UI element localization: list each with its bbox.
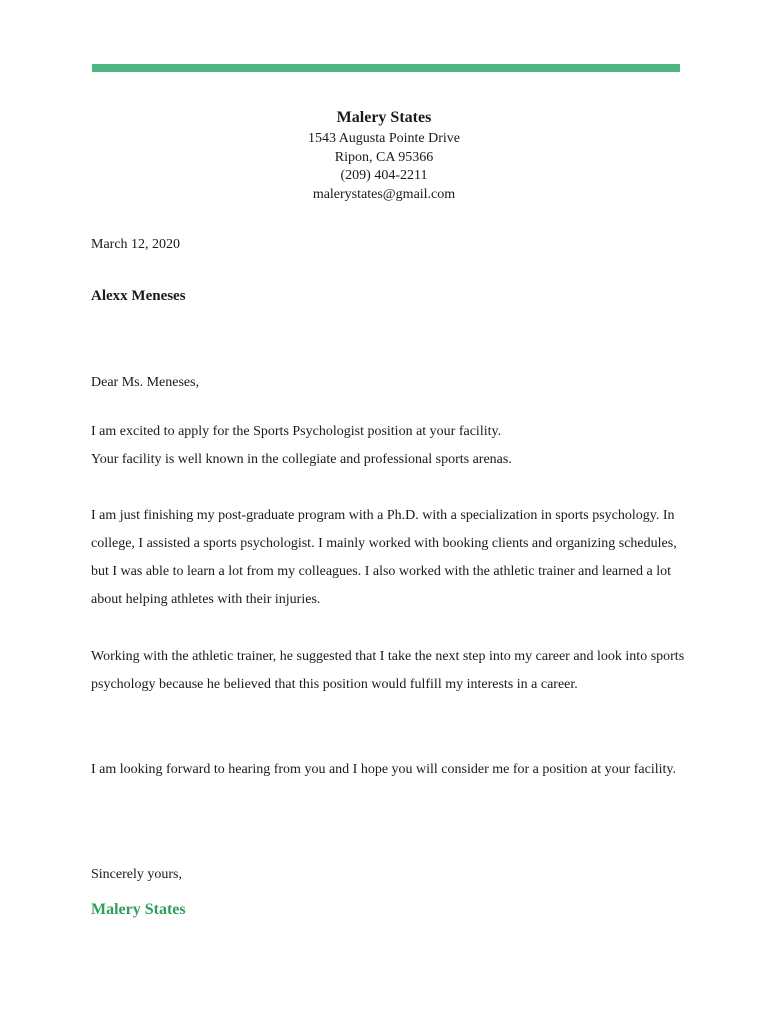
letter-date: March 12, 2020 — [91, 237, 181, 252]
signature-name: Malery States — [91, 901, 186, 918]
paragraph-motivation: Working with the athletic trainer, he suggested that I take the next step into my career and look into sports psychology because he believed that this position would fulfill my interests in a career. — [91, 649, 685, 692]
closing-phrase: Sincerely yours, — [91, 867, 182, 882]
recipient-name: Alexx Meneses — [91, 288, 186, 304]
sender-name: Malery States — [336, 109, 432, 126]
sender-address-line1: 1543 Augusta Pointe Drive — [307, 131, 461, 146]
paragraph-closing: I am looking forward to hearing from you and I hope you will consider me for a position at your facility. — [91, 762, 676, 777]
sender-phone: (209) 404-2211 — [340, 168, 428, 183]
sender-email: malerystates@gmail.com — [312, 186, 456, 202]
paragraph-intro-line1: I am excited to apply for the Sports Psychologist position at your facility. — [91, 424, 502, 439]
letter-header — [0, 106, 768, 204]
accent-bar — [92, 64, 680, 72]
paragraph-background: I am just finishing my post-graduate program with a Ph.D. with a specialization in sports psychology. In college, I assisted a sports psychologist. I mainly worked with booking clients and organizing schedules, but I was able to learn a lot from my colleagues. I also worked with the athletic trainer and learned a lot about helping athletes with their injuries. — [91, 508, 677, 607]
sender-address-line2: Ripon, CA 95366 — [334, 149, 434, 165]
salutation: Dear Ms. Meneses, — [91, 375, 200, 390]
paragraph-intro — [91, 418, 691, 474]
paragraph-intro-line2: Your facility is well known in the collegiate and professional sports arenas. — [91, 452, 512, 467]
